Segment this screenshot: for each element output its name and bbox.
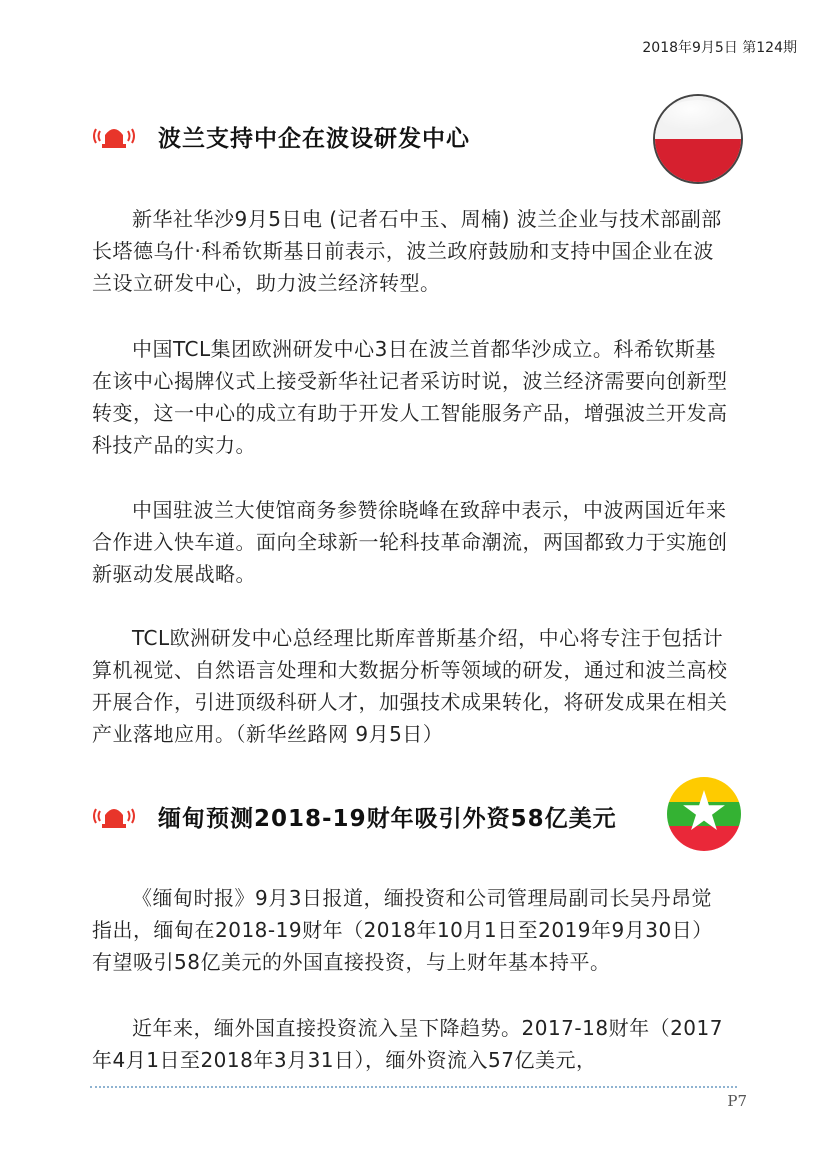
article2-paragraph-1: 《缅甸时报》9月3日报道，缅投资和公司管理局副司长吴丹昂觉指出，缅甸在2018-19财年（2018年10月1日至2019年9月30日）有望吸引58亿美元的外国直接投资，与上财年基本持平。 bbox=[92, 886, 713, 974]
article2-paragraph-2: 近年来，缅外国直接投资流入呈下降趋势。2017-18财年（2017年4月1日至2018年3月31日），缅外资流入57亿美元， bbox=[92, 1016, 723, 1072]
article2-headline bbox=[90, 796, 617, 836]
article1-title: 波兰支持中企在波设研发中心 bbox=[158, 125, 470, 152]
article1-headline bbox=[90, 116, 470, 156]
alarm-bell-icon bbox=[90, 801, 138, 831]
alarm-bell-icon bbox=[90, 121, 138, 151]
page-number: P7 bbox=[727, 1092, 747, 1110]
article1-paragraph-1: 新华社华沙9月5日电 (记者石中玉、周楠) 波兰企业与技术部副部长塔德乌什·科希钦斯基日前表示，波兰政府鼓励和支持中国企业在波兰设立研发中心，助力波兰经济转型。 bbox=[92, 207, 722, 295]
myanmar-flag bbox=[667, 777, 741, 851]
article2-title: 缅甸预测2018-19财年吸引外资58亿美元 bbox=[158, 805, 617, 832]
footer-divider bbox=[90, 1086, 737, 1088]
article1-paragraph-2: 中国TCL集团欧洲研发中心3日在波兰首都华沙成立。科希钦斯基在该中心揭牌仪式上接受新华社记者采访时说，波兰经济需要向创新型转变，这一中心的成立有助于开发人工智能服务产品，增强波兰开发高科技产品的实力。 bbox=[92, 337, 728, 457]
poland-flag bbox=[655, 96, 741, 182]
article1-paragraph-4: TCL欧洲研发中心总经理比斯库普斯基介绍，中心将专注于包括计算机视觉、自然语言处理和大数据分析等领域的研发，通过和波兰高校开展合作，引进顶级科研人才，加强技术成果转化，将研发成果在相关产业落地应用。（新华丝路网 9月5日） bbox=[92, 626, 728, 746]
article1-paragraph-3: 中国驻波兰大使馆商务参赞徐晓峰在致辞中表示，中波两国近年来合作进入快车道。面向全球新一轮科技革命潮流，两国都致力于实施创新驱动发展战略。 bbox=[92, 498, 728, 586]
issue-date: 2018年9月5日 第124期 bbox=[642, 40, 797, 56]
